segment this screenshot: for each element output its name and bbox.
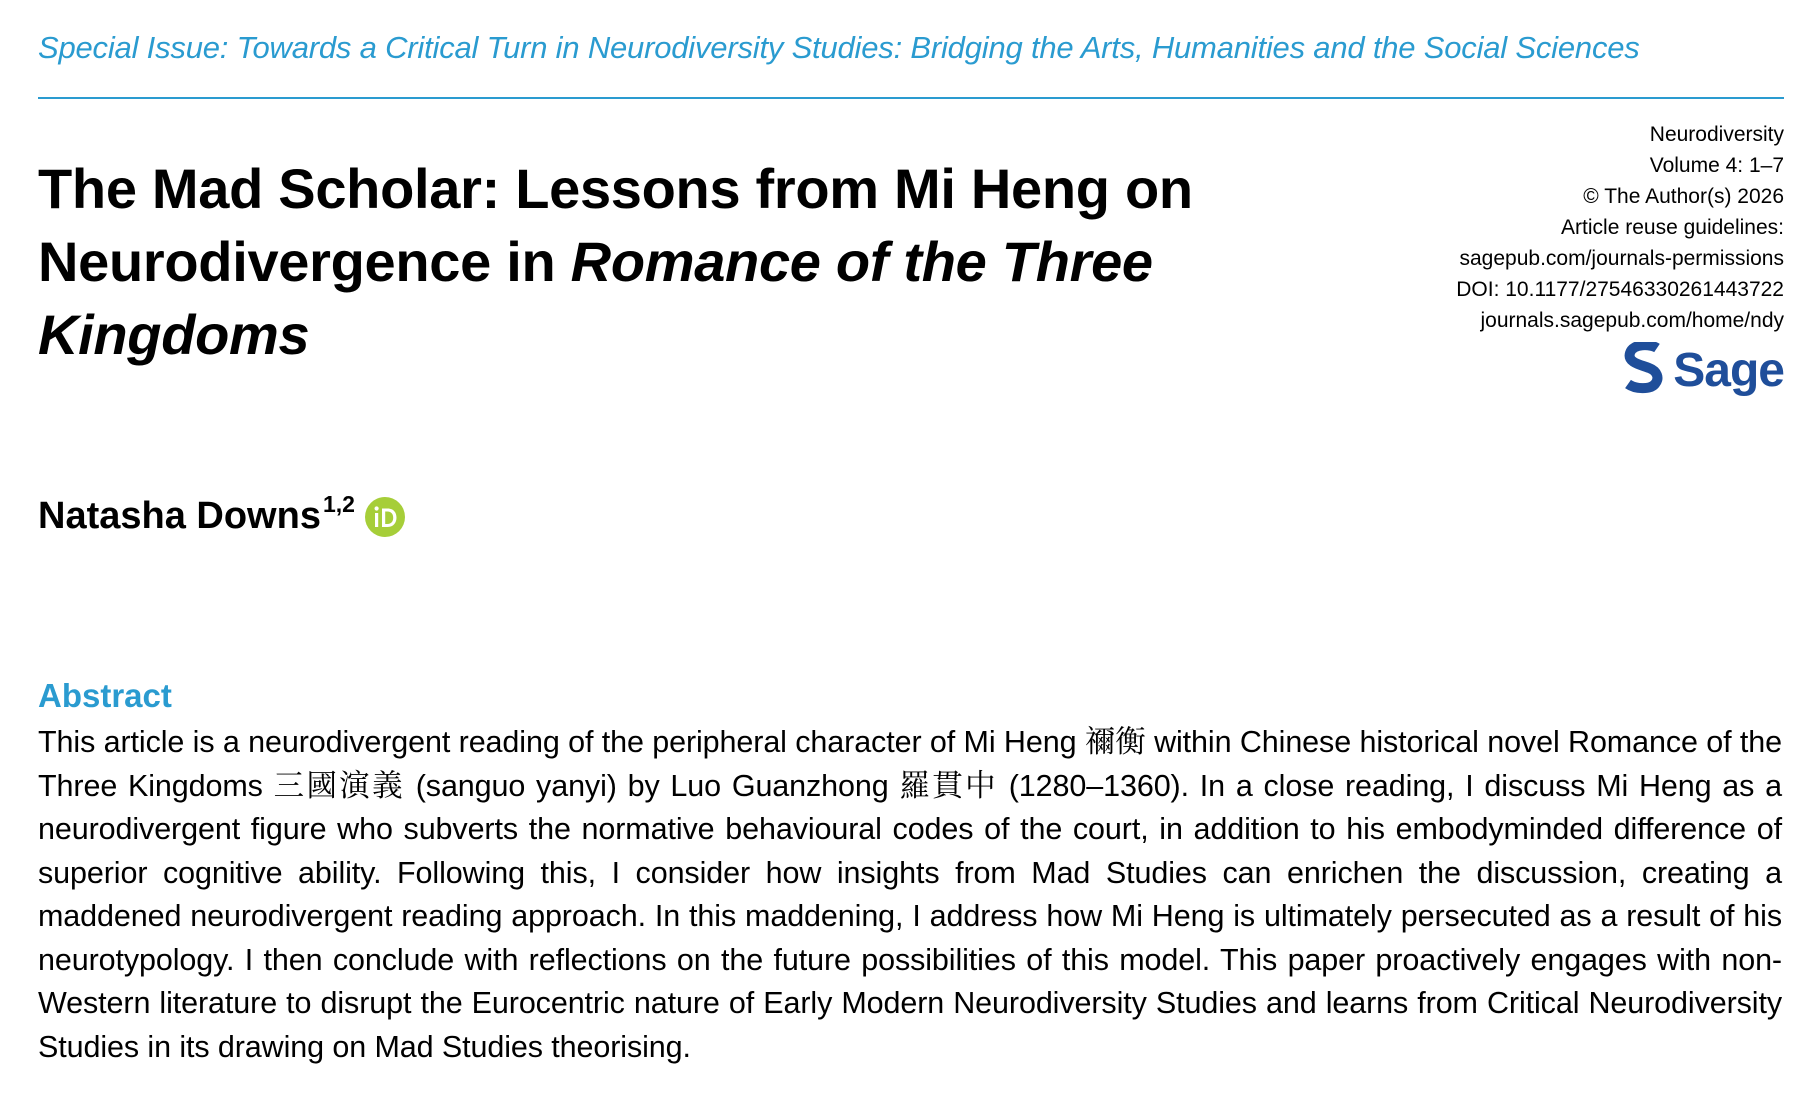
doi-link[interactable]: DOI: 10.1177/27546330261443722 bbox=[1456, 278, 1784, 301]
reuse-label: Article reuse guidelines: bbox=[1561, 216, 1784, 239]
special-issue-banner[interactable]: Special Issue: Towards a Critical Turn in Neurodiversity Studies: Bridging the Arts, Humanities and the Social Sciences bbox=[38, 30, 1640, 65]
author-name[interactable]: Natasha Downs bbox=[38, 495, 321, 537]
journal-meta bbox=[1224, 119, 1784, 336]
abstract-heading: Abstract bbox=[38, 677, 172, 714]
abstract-text: This article is a neurodivergent reading of the peripheral character of Mi Heng 禰衡 within Chinese historical novel Romance of the Three Kingdoms 三國演義 (sanguo yanyi) by Luo Guanzhong 羅貫中 (1280–1360). In a close reading, I discuss Mi Heng as a neurodivergent figure who subverts the normative behavioural codes of the court, in addition to his embodyminded difference of superior cognitive ability. Following this, I consider how insights from Mad Studies can enrichen the discussion, creating a maddened neurodivergent reading approach. In this maddening, I address how Mi Heng is ultimately persecuted as a result of his neurotypology. I then conclude with reflections on the future possibilities of this model. This paper proactively engages with non-Western literature to disrupt the Eurocentric nature of Early Modern Neurodiversity Studies and learns from Critical Neurodiversity Studies in its drawing on Mad Studies theorising. bbox=[38, 725, 1782, 1064]
journal-name: Neurodiversity bbox=[1649, 123, 1784, 146]
orcid-icon[interactable] bbox=[365, 497, 405, 537]
copyright-notice: © The Author(s) 2026 bbox=[1583, 185, 1784, 208]
sage-s-icon bbox=[1623, 342, 1665, 399]
permissions-link[interactable]: sagepub.com/journals-permissions bbox=[1459, 247, 1784, 270]
header-divider bbox=[38, 97, 1784, 99]
journal-home-link[interactable]: journals.sagepub.com/home/ndy bbox=[1480, 309, 1784, 332]
sage-logo[interactable] bbox=[1614, 340, 1784, 400]
article-title-italic: Romance of the Three Kingdoms bbox=[38, 230, 1153, 366]
article-title bbox=[38, 152, 1318, 371]
article-title-text: The Mad Scholar: Lessons from Mi Heng on Neurodivergence in bbox=[38, 157, 1193, 293]
author-affiliations: 1,2 bbox=[322, 491, 355, 517]
sage-wordmark: Sage bbox=[1673, 343, 1784, 397]
author-line bbox=[38, 491, 405, 538]
journal-volume: Volume 4: 1–7 bbox=[1649, 154, 1784, 177]
